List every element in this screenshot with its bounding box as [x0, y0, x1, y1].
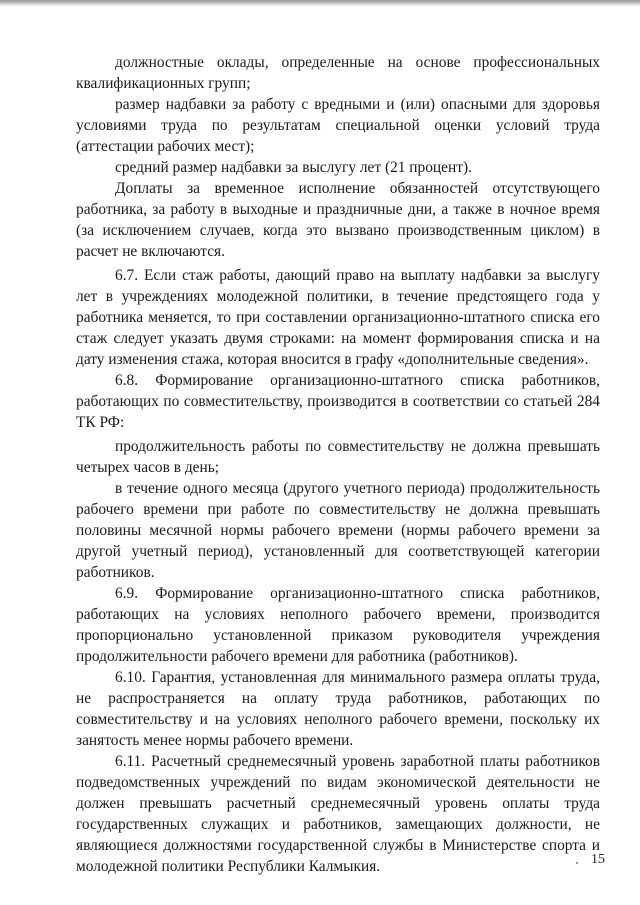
paragraph-part-time-hours: продолжительность работы по совместительству не должна превышать четырех часов в день;	[76, 438, 600, 476]
paragraph-extra-payments: Доплаты за временное исполнение обязанностей отсутствующего работника, за работу в выходные и праздничные дни, а также в ночное время (за исключением случаев, когда это вызвано производственным циклом) в расчет не включаются.	[76, 180, 600, 260]
paragraph-monthly-limit: в течение одного месяца (другого учетного периода) продолжительность рабочего времени при работе по совместительству не должна превышать половины месячной нормы рабочего времени (нормы рабочего времени за другой учетный период), установленный для соответствующей категории работников.	[76, 480, 600, 581]
paragraph-hazard-allowance: размер надбавки за работу с вредными и (или) опасными для здоровья условиями труда по результатам специальной оценки условий труда (аттестации рабочих мест);	[76, 96, 600, 155]
scan-speck	[576, 862, 578, 864]
paragraph-6-11: 6.11. Расчетный среднемесячный уровень заработной платы работников подведомственных учреждений по видам экономической деятельности не должен превышать расчетный среднемесячный уровень оплаты труда государственных служащих и работников, замещающих должности, не являющиеся должностями государственной службы в Министерстве спорта и молодежной политики Республики Калмыкия.	[76, 753, 600, 875]
paragraph-6-10: 6.10. Гарантия, установленная для минимального размера оплаты труда, не распространяется на оплату труда работников, работающих по совместительству и на условиях неполного рабочего времени, поскольку их занятость менее нормы рабочего времени.	[76, 669, 600, 749]
scan-top-edge	[0, 0, 640, 7]
page-number: 15	[591, 852, 605, 867]
paragraph-6-7: 6.7. Если стаж работы, дающий право на выплату надбавки за выслугу лет в учреждениях молодежной политики, в течение предстоящего года у работника меняется, то при составлении организационно-штатного списка его стаж следует указать двумя строками: на момент формирования списка и на дату изменения стажа, которая вносится в графу «дополнительные сведения».	[76, 267, 600, 368]
paragraph-6-8: 6.8. Формирование организационно-штатного списка работников, работающих по совместительству, производится в соответствии со статьей 284 ТК РФ:	[76, 372, 600, 431]
document-body	[76, 52, 600, 877]
paragraph-seniority-allowance: средний размер надбавки за выслугу лет (21 процент).	[115, 159, 472, 176]
paragraph-6-9: 6.9. Формирование организационно-штатного списка работников, работающих на условиях неполного рабочего времени, производится пропорционально установленной приказом руководителя учреждения продолжительности рабочего времени для работника (работников).	[76, 585, 600, 665]
paragraph-salaries: должностные оклады, определенные на основе профессиональных квалификационных групп;	[76, 54, 600, 92]
